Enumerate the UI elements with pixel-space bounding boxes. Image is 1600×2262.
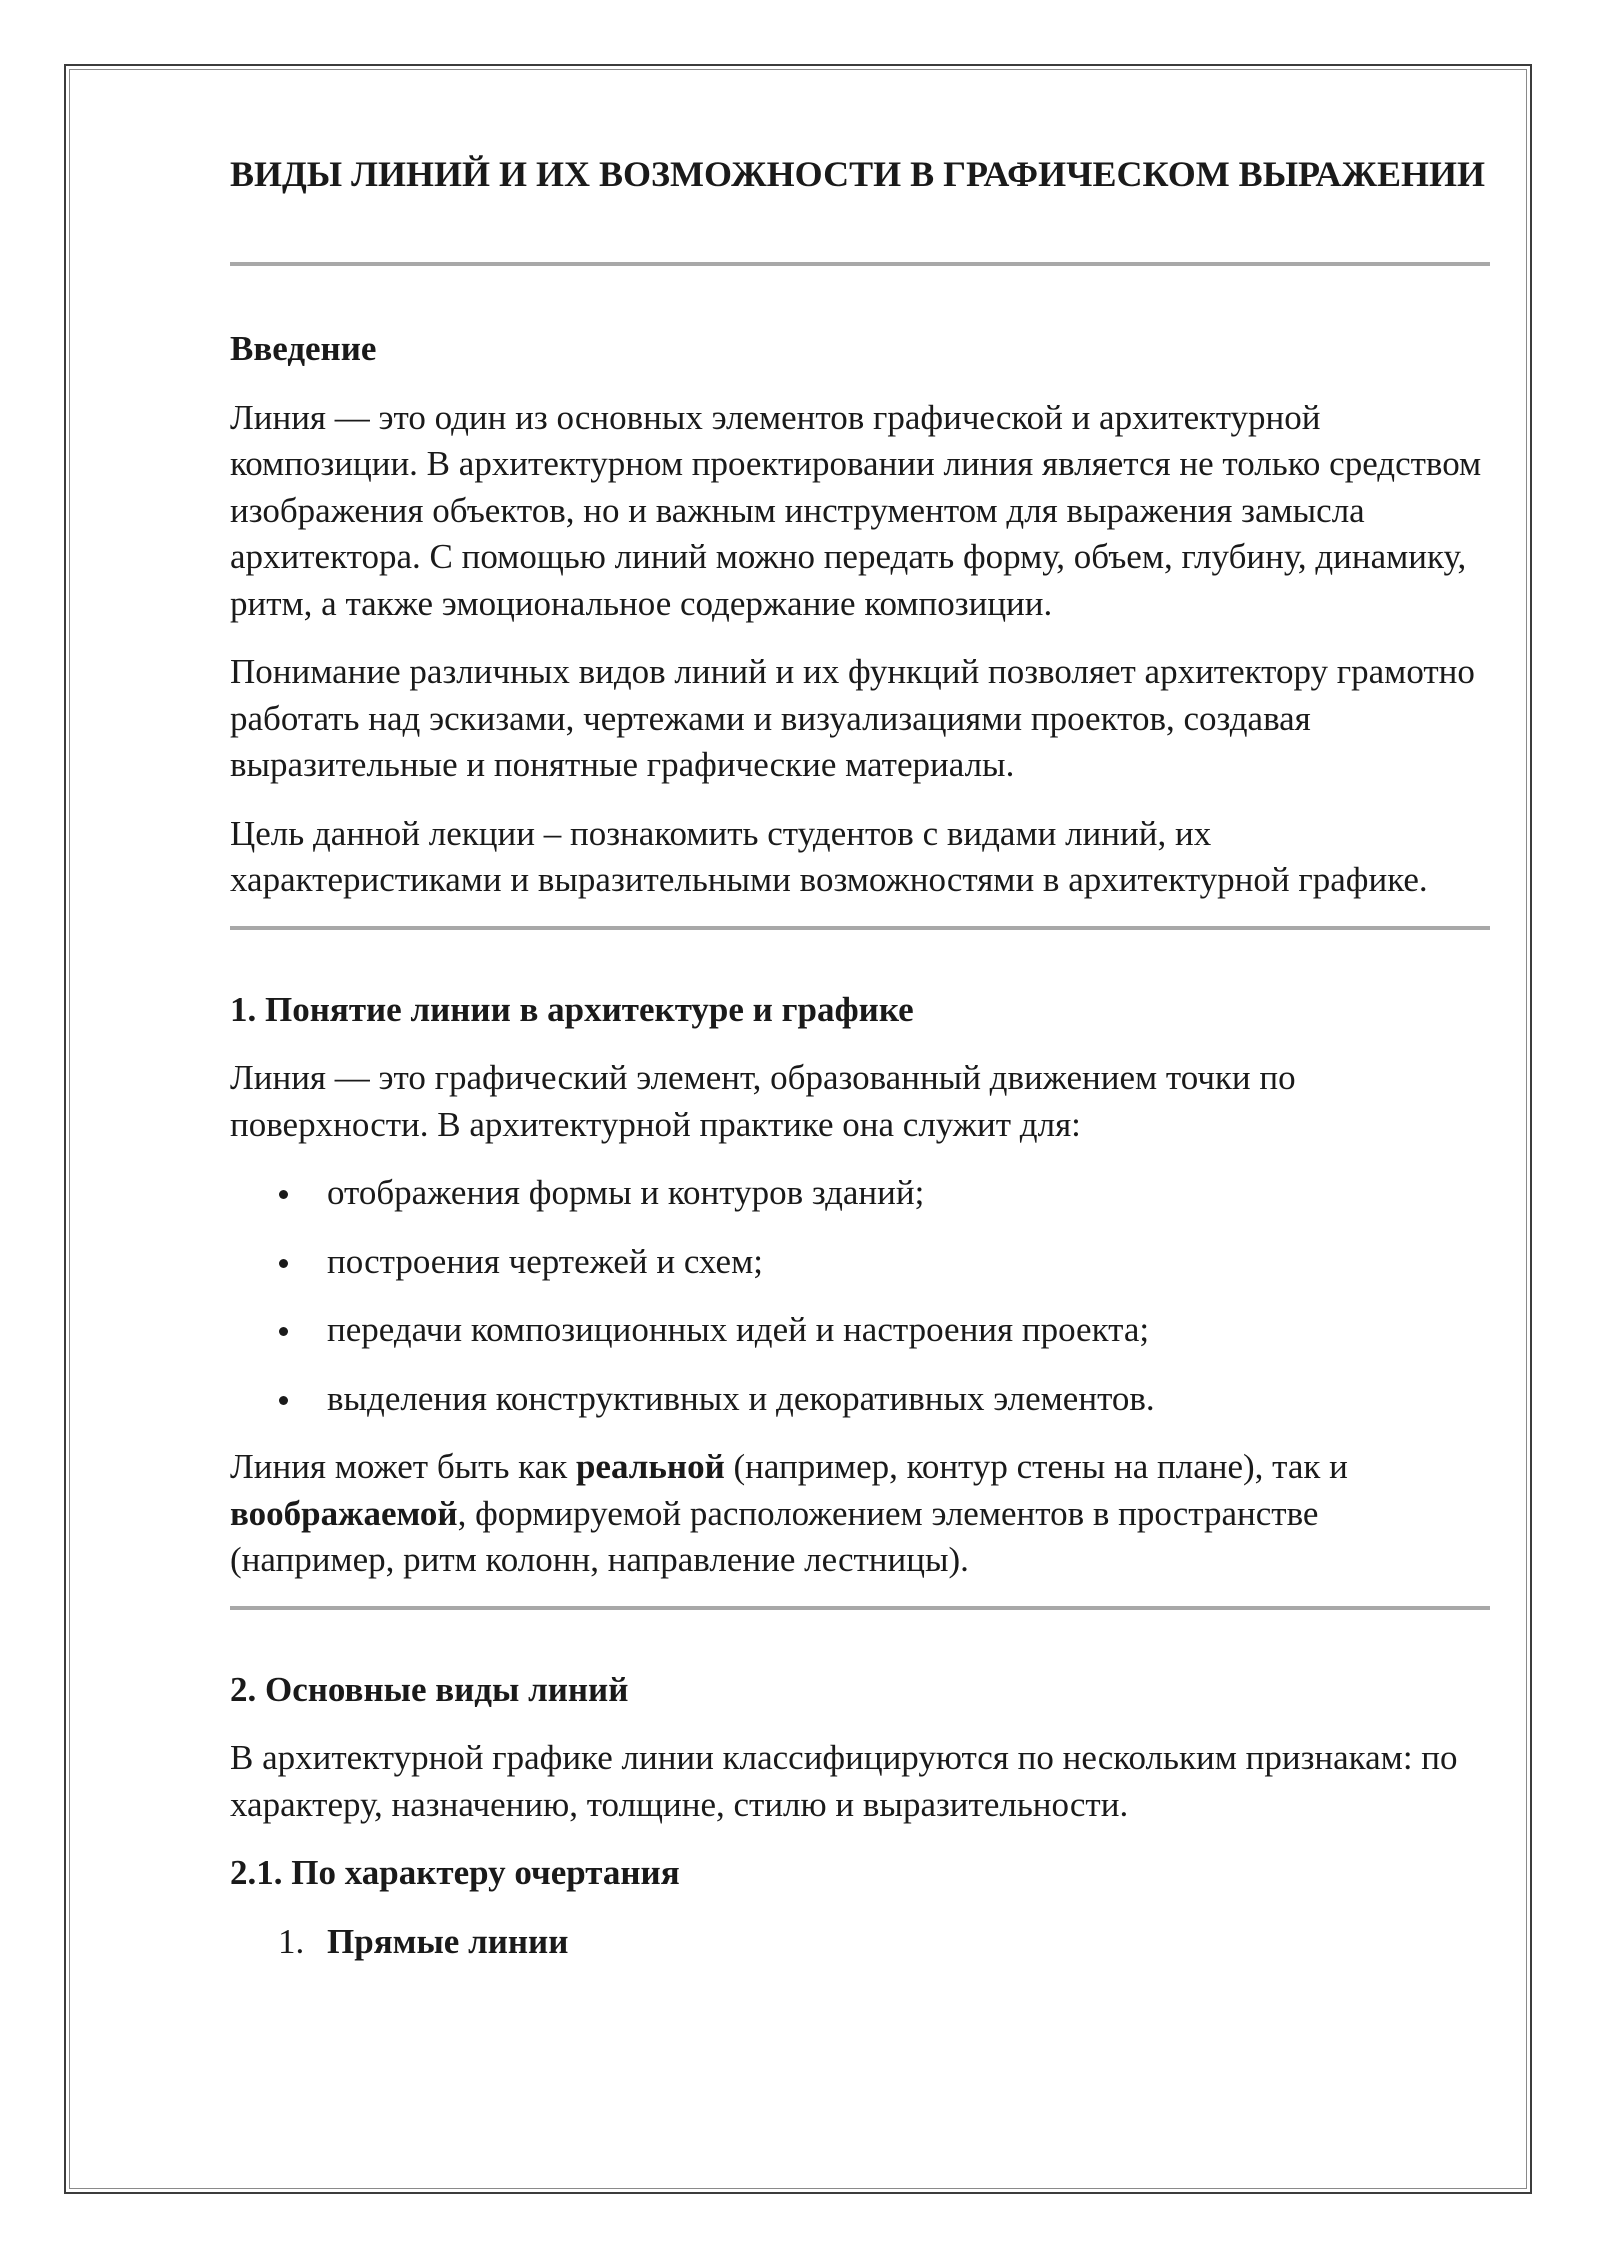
- emphasis-imaginary: воображаемой: [230, 1493, 458, 1533]
- list-item-text: выделения конструктивных и декоративных элементов.: [327, 1378, 1155, 1418]
- subsection-heading: 2.1. По характеру очертания: [230, 1853, 680, 1892]
- list-number: 1.: [278, 1921, 305, 1961]
- list-item-text: построения чертежей и схем;: [327, 1241, 763, 1281]
- list-item-text: передачи композиционных идей и настроения проекта;: [327, 1310, 1150, 1349]
- numbered-list: [230, 1919, 1490, 1966]
- section-1-lead: Линия — это графический элемент, образованный движением точки по поверхности. В архитектурной практике она служит для:: [230, 1058, 1296, 1144]
- bullet-icon: [279, 1190, 288, 1199]
- title-divider: [230, 262, 1490, 266]
- section-1: [230, 987, 1490, 1584]
- intro-section: [230, 326, 1490, 904]
- intro-paragraph: Понимание различных видов линий и их функций позволяет архитектору грамотно работать над эскизами, чертежами и визуализациями проектов, создавая выразительные и понятные графические материалы.: [230, 652, 1475, 784]
- list-item: [230, 1170, 1490, 1217]
- list-item: [230, 1307, 1490, 1354]
- section-2-lead: В архитектурной графике линии классифицируются по нескольким признакам: по характеру, назначению, толщине, стилю и выразительности.: [230, 1738, 1458, 1824]
- section-1-closing: [230, 1444, 1490, 1584]
- bullet-icon: [279, 1327, 288, 1336]
- list-item-label: Прямые линии: [327, 1921, 569, 1961]
- section-divider: [230, 926, 1490, 930]
- section-1-heading: 1. Понятие линии в архитектуре и графике: [230, 989, 914, 1029]
- list-item: [230, 1376, 1490, 1423]
- section-1-bullet-list: [230, 1170, 1490, 1422]
- document-title: ВИДЫ ЛИНИЙ И ИХ ВОЗМОЖНОСТИ В ГРАФИЧЕСКОМ ВЫРАЖЕНИИ: [230, 154, 1486, 194]
- section-divider: [230, 1606, 1490, 1610]
- emphasis-real: реальной: [575, 1447, 725, 1486]
- intro-paragraph: Линия — это один из основных элементов графической и архитектурной композиции. В архитектурном проектировании линия является не только средством изображения объектов, но и важным инструментом для выражения замысла архитектора. С помощью линий можно передать форму, объем, глубину, динамику, ритм, а также эмоциональное содержание композиции.: [230, 397, 1482, 623]
- list-item: [230, 1919, 1490, 1966]
- text-run: Линия может быть как: [230, 1447, 576, 1486]
- list-item: [230, 1239, 1490, 1286]
- bullet-icon: [279, 1259, 288, 1268]
- list-item-text: отображения формы и контуров зданий;: [327, 1173, 925, 1212]
- bullet-icon: [279, 1396, 288, 1405]
- text-run: , формируемой расположением элементов в пространстве (например, ритм колонн, направление лестницы).: [230, 1493, 1319, 1579]
- intro-paragraph: Цель данной лекции – познакомить студентов с видами линий, их характеристиками и выразительными возможностями в архитектурной графике.: [230, 813, 1428, 899]
- section-2: [230, 1667, 1490, 1966]
- text-run: (например, контур стены на плане), так и: [724, 1447, 1348, 1486]
- section-2-heading: 2. Основные виды линий: [230, 1669, 629, 1709]
- document-body: [230, 150, 1490, 1965]
- intro-heading: Введение: [230, 329, 377, 368]
